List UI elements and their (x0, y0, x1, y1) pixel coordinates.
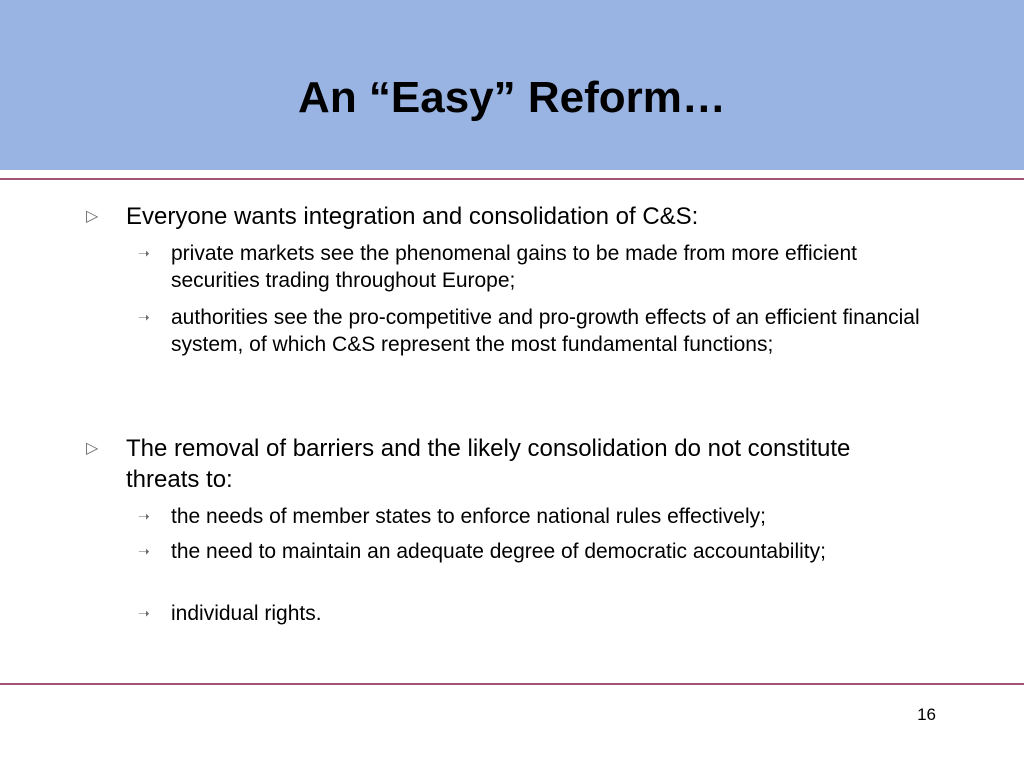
arrow-bullet-icon: ➝ (138, 309, 150, 325)
sub-bullet-item: individual rights. (171, 602, 322, 625)
arrow-bullet-icon: ➝ (138, 543, 150, 559)
bullet-item: Everyone wants integration and consolidation of C&S: (126, 203, 699, 230)
sub-bullet-item: the need to maintain an adequate degree of democratic accountability; (171, 540, 826, 563)
arrow-bullet-icon: ➝ (138, 605, 150, 621)
triangle-bullet-icon: ▷ (86, 440, 99, 457)
page-number: 16 (917, 705, 936, 724)
sub-bullet-item: private markets see the phenomenal gains to be made from more efficient securities trading throughout Europe; (171, 242, 857, 292)
slide-title: An “Easy” Reform… (298, 73, 726, 122)
triangle-bullet-icon: ▷ (86, 208, 99, 225)
arrow-bullet-icon: ➝ (138, 508, 150, 524)
bullet-item: The removal of barriers and the likely consolidation do not constitute threats to: (126, 435, 851, 493)
arrow-bullet-icon: ➝ (138, 245, 150, 261)
sub-bullet-item: the needs of member states to enforce national rules effectively; (171, 505, 766, 528)
sub-bullet-item: authorities see the pro-competitive and pro-growth effects of an efficient financial system, of which C&S represent the most fundamental functions; (171, 306, 920, 356)
bottom-divider (0, 683, 1024, 685)
